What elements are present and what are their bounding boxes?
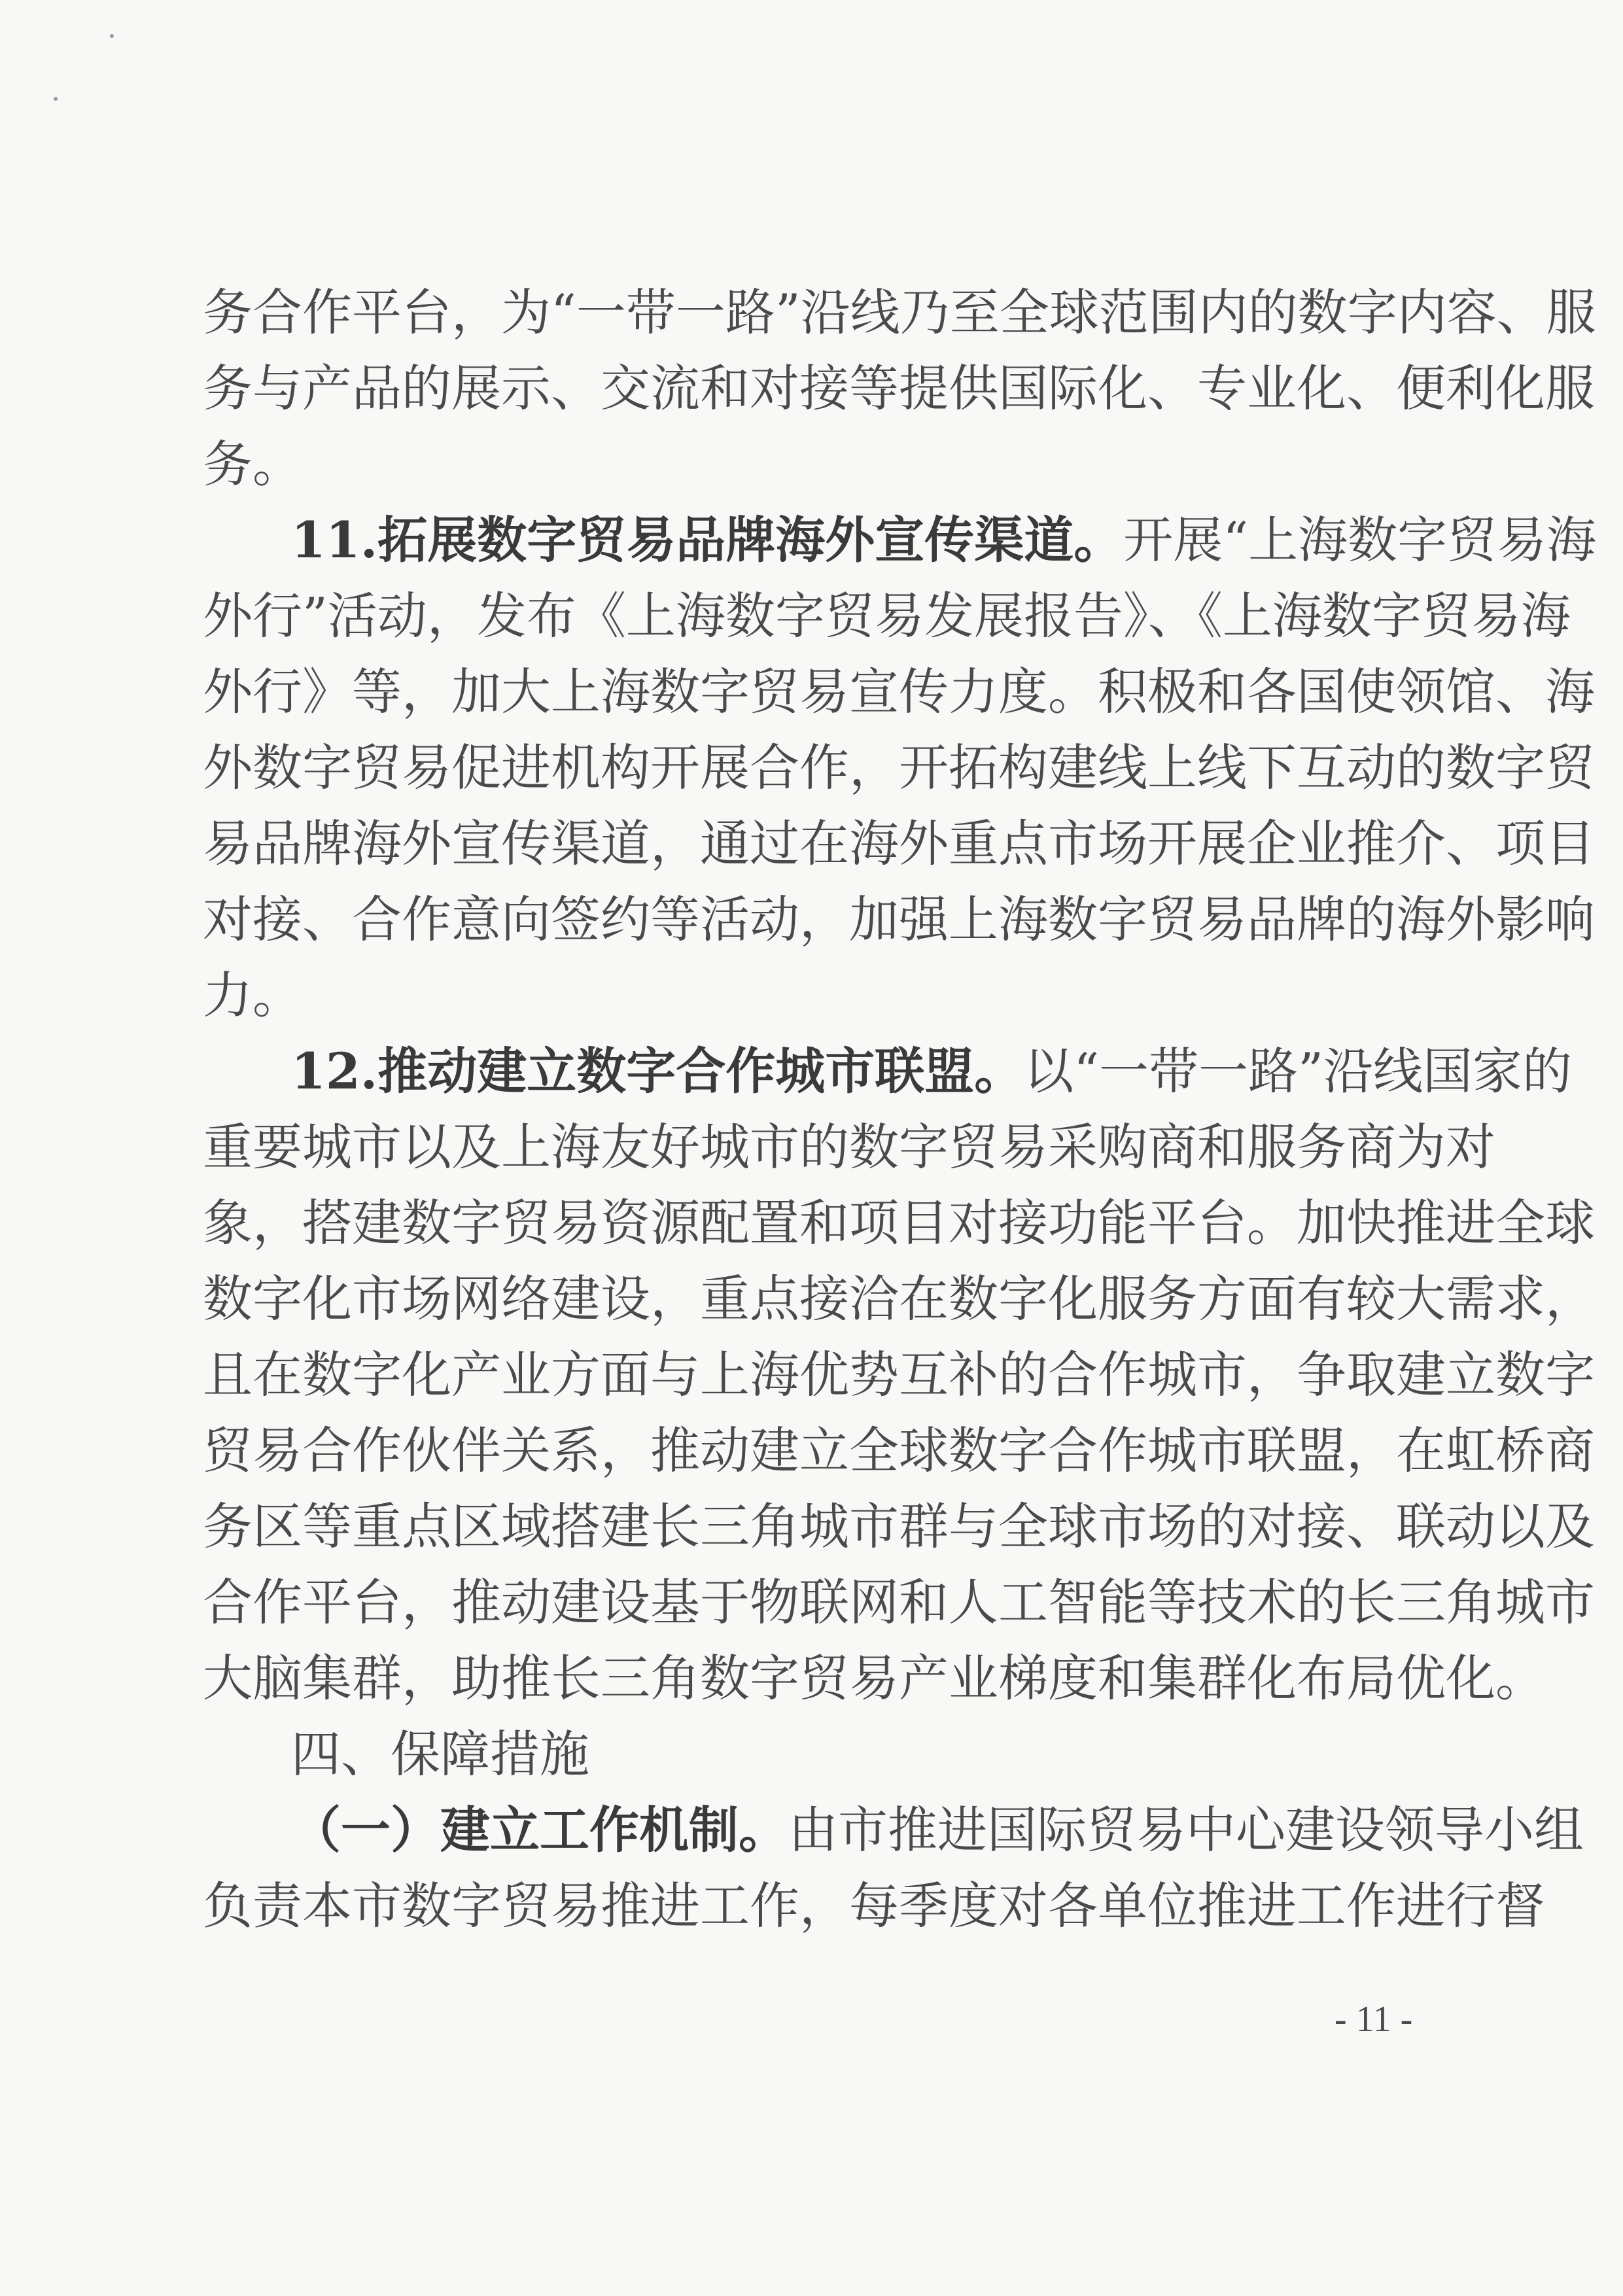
- text-line: 合作平台，推动建设基于物联网和人工智能等技术的长三角城市: [203, 1573, 1595, 1631]
- text-line: 易品牌海外宣传渠道，通过在海外重点市场开展企业推介、项目: [203, 814, 1595, 873]
- item-11-heading: 11.拓展数字贸易品牌海外宣传渠道。: [291, 511, 1124, 569]
- item-12-first-line: [203, 1042, 1572, 1100]
- section-heading: 四、保障措施: [291, 1725, 589, 1783]
- text-line: 对接、合作意向签约等活动，加强上海数字贸易品牌的海外影响: [203, 890, 1595, 948]
- text-line: 外行”活动，发布《上海数字贸易发展报告》、《上海数字贸易海: [203, 587, 1571, 645]
- text-line: 象，搭建数字贸易资源配置和项目对接功能平台。加快推进全球: [203, 1194, 1595, 1252]
- text-line: 贸易合作伙伴关系，推动建立全球数字合作城市联盟，在虹桥商: [203, 1421, 1595, 1480]
- sub-1-heading: （一）建立工作机制。: [291, 1801, 788, 1859]
- text-line: 外行》等，加大上海数字贸易宣传力度。积极和各国使领馆、海: [203, 663, 1595, 721]
- text-line: 务合作平台，为“一带一路”沿线乃至全球范围内的数字内容、服: [203, 283, 1596, 341]
- scan-speck: [110, 34, 114, 38]
- item-12-heading: 12.推动建立数字合作城市联盟。: [291, 1042, 1024, 1100]
- text-line: 力。: [203, 966, 302, 1024]
- text-line: 务。: [203, 435, 302, 493]
- text-line: 务区等重点区域搭建长三角城市群与全球市场的对接、联动以及: [203, 1497, 1595, 1556]
- item-11-first-line: [203, 511, 1597, 569]
- page-number: - 11 -: [1335, 1999, 1413, 2040]
- text-line: 务与产品的展示、交流和对接等提供国际化、专业化、便利化服: [203, 359, 1595, 417]
- sub-1-first-line: [203, 1801, 1584, 1859]
- scan-speck: [54, 97, 58, 101]
- item-11-text: 开展“上海数字贸易海: [1123, 511, 1597, 569]
- text-line: 重要城市以及上海友好城市的数字贸易采购商和服务商为对: [203, 1118, 1495, 1176]
- text-line: 且在数字化产业方面与上海优势互补的合作城市，争取建立数字: [203, 1346, 1595, 1404]
- text-line: 外数字贸易促进机构开展合作，开拓构建线上线下互动的数字贸: [203, 739, 1595, 797]
- item-12-text: 以“一带一路”沿线国家的: [1024, 1042, 1572, 1100]
- text-line: 数字化市场网络建设，重点接洽在数字化服务方面有较大需求，: [203, 1270, 1595, 1328]
- text-line: 负责本市数字贸易推进工作，每季度对各单位推进工作进行督: [203, 1877, 1545, 1935]
- sub-1-text: 由市推进国际贸易中心建设领导小组: [788, 1801, 1584, 1859]
- text-line: 大脑集群，助推长三角数字贸易产业梯度和集群化布局优化。: [203, 1649, 1545, 1707]
